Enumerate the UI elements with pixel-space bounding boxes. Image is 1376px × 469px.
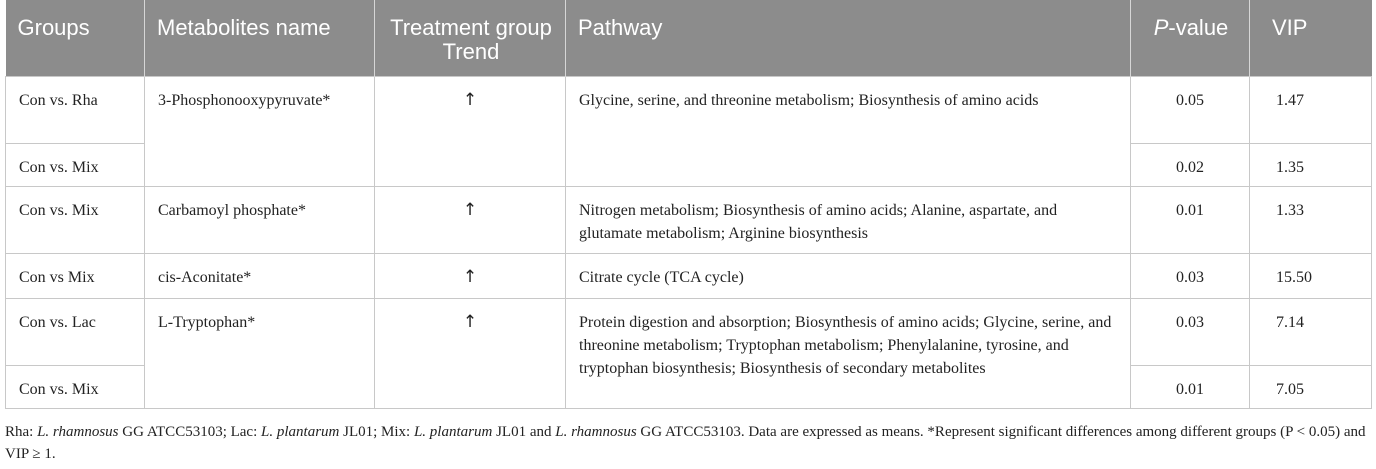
header-row (6, 0, 1372, 76)
table-row (6, 76, 1372, 143)
table-row (6, 298, 1372, 365)
footnote-text: JL01 and (492, 424, 556, 440)
metabolites-table (5, 0, 1372, 409)
cell-pvalue: 0.02 (1131, 143, 1250, 186)
up-arrow-icon: ↑ (462, 266, 478, 287)
cell-group: Con vs. Mix (6, 365, 145, 408)
cell-vip: 7.14 (1250, 298, 1372, 365)
cell-metabolite: cis-Aconitate* (145, 253, 375, 298)
cell-pvalue: 0.03 (1131, 253, 1250, 298)
cell-pvalue: 0.01 (1131, 365, 1250, 408)
footnote-species: L. plantarum (261, 424, 340, 440)
cell-metabolite: L-Tryptophan* (145, 298, 375, 408)
cell-pvalue: 0.03 (1131, 298, 1250, 365)
header-metabolites: Metabolites name (145, 0, 375, 76)
up-arrow-icon: ↑ (462, 311, 478, 332)
cell-pathway: Protein digestion and absorption; Biosynthesis of amino acids; Glycine, serine, and threonine metabolism; Tryptophan metabolism; Phenylalanine, tyrosine, and tryptophan biosynthesis; Biosynthesis of secondary metabolites (566, 298, 1131, 408)
cell-trend (375, 76, 566, 186)
header-pvalue-italic: P (1153, 15, 1169, 40)
footnote-text: GG ATCC53103. Data are expressed as means. *Represent significant differences among different groups (P < 0.05) and VIP ≥ 1. (5, 424, 1366, 462)
header-pathway: Pathway (566, 0, 1131, 76)
header-trend: Treatment group Trend (375, 0, 566, 76)
cell-metabolite: 3-Phosphonooxypyruvate* (145, 76, 375, 186)
footnote-text: JL01; Mix: (339, 424, 414, 440)
footnote-text: Rha: (5, 424, 38, 440)
header-pvalue-rest: -value (1168, 15, 1229, 40)
up-arrow-icon: ↑ (462, 199, 478, 220)
footnote-species: L. plantarum (413, 424, 493, 440)
cell-pathway: Glycine, serine, and threonine metabolism; Biosynthesis of amino acids (566, 76, 1131, 186)
cell-trend (375, 298, 566, 408)
footnote-species: L. rhamnosus (37, 424, 119, 440)
cell-vip: 15.50 (1250, 253, 1372, 298)
cell-pathway: Nitrogen metabolism; Biosynthesis of amino acids; Alanine, aspartate, and glutamate metabolism; Arginine biosynthesis (566, 186, 1131, 253)
table-footnote (5, 421, 1371, 465)
table-container (5, 0, 1371, 409)
table-row (6, 253, 1372, 298)
cell-trend (375, 253, 566, 298)
cell-group: Con vs. Mix (6, 143, 145, 186)
header-vip: VIP (1250, 0, 1372, 76)
cell-group: Con vs Mix (6, 253, 145, 298)
cell-group: Con vs. Mix (6, 186, 145, 253)
cell-pvalue: 0.01 (1131, 186, 1250, 253)
cell-pathway: Citrate cycle (TCA cycle) (566, 253, 1131, 298)
cell-vip: 1.47 (1250, 76, 1372, 143)
cell-vip: 1.35 (1250, 143, 1372, 186)
cell-pvalue: 0.05 (1131, 76, 1250, 143)
cell-vip: 1.33 (1250, 186, 1372, 253)
footnote-text: GG ATCC53103; Lac: (118, 424, 262, 440)
header-pvalue (1131, 0, 1250, 76)
cell-trend (375, 186, 566, 253)
cell-metabolite: Carbamoyl phosphate* (145, 186, 375, 253)
cell-group: Con vs. Rha (6, 76, 145, 143)
header-groups: Groups (6, 0, 145, 76)
cell-vip: 7.05 (1250, 365, 1372, 408)
table-row (6, 186, 1372, 253)
footnote-species: L. rhamnosus (555, 424, 637, 440)
up-arrow-icon: ↑ (462, 89, 478, 110)
cell-group: Con vs. Lac (6, 298, 145, 365)
